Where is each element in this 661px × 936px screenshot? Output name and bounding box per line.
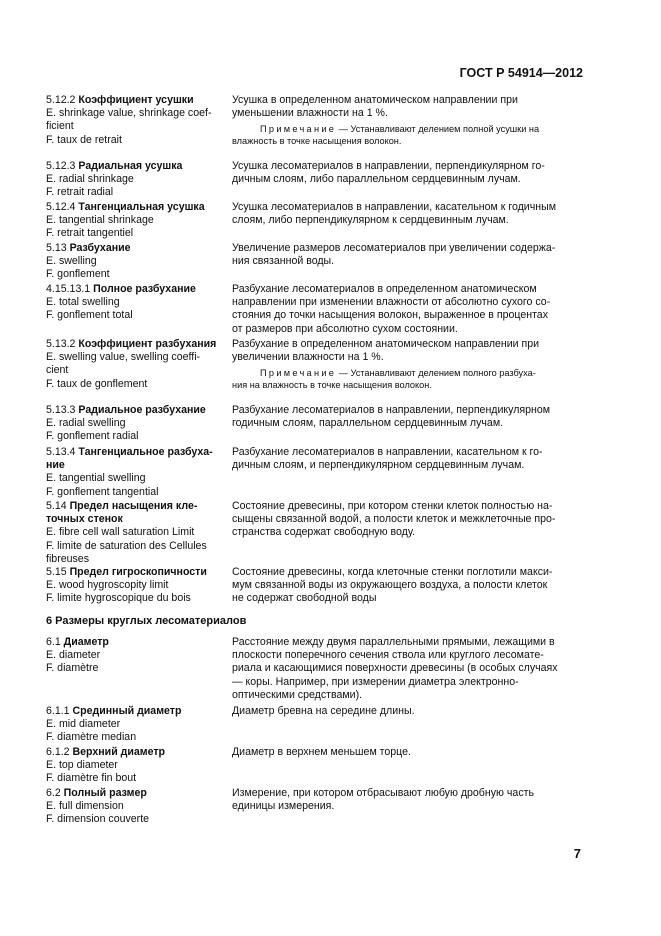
term-heading (46, 500, 226, 513)
term-equivalent: F. gonflement total (46, 309, 133, 322)
term-equivalent: F. retrait tangentiel (46, 227, 134, 240)
definition-line: Разбухание лесоматериалов в определенном анатомическом (232, 283, 537, 295)
term-heading (46, 746, 226, 759)
note-label: Примечание (260, 368, 337, 379)
term-left-column (46, 566, 226, 606)
term-left-column (46, 746, 226, 786)
term-number: 5.13.2 (46, 338, 79, 350)
term-definition (232, 242, 584, 268)
term-left-column (46, 160, 226, 200)
definition-line: дичным слоям, либо параллельном сердцевинным лучам. (232, 173, 521, 186)
term-definition (232, 283, 584, 336)
definition-line: не содержат свободной воды (232, 592, 377, 605)
definition-line: Состояние древесины, при котором стенки клеток полностью на- (232, 500, 553, 512)
term-number: 6.2 (46, 787, 64, 799)
term-equivalent: E. tangential shrinkage (46, 214, 154, 227)
term-number: 6.1.1 (46, 705, 73, 717)
term-equivalent: E. total swelling (46, 296, 120, 309)
term-definition (232, 636, 584, 702)
term-left-column (46, 787, 226, 827)
definition-line: — коры. Например, при измерении диаметра электронно- (232, 675, 519, 688)
term-name: Срединный диаметр (72, 705, 182, 717)
term-left-column (46, 242, 226, 282)
term-equivalent: E. mid diameter (46, 718, 121, 731)
document-header: ГОСТ Р 54914—2012 (459, 66, 583, 80)
term-left-column (46, 446, 226, 499)
term-equivalent: E. radial swelling (46, 417, 126, 430)
term-number: 5.13.3 (46, 404, 79, 416)
term-name: Предел гигроскопичности (69, 566, 207, 578)
term-definition (232, 94, 584, 147)
term-equivalent: E. tangential swelling (46, 472, 146, 485)
term-number: 4.15.13.1 (46, 283, 94, 295)
term-heading (46, 283, 226, 296)
section-title: 6 Размеры круглых лесоматериалов (46, 615, 247, 627)
term-equivalent: F. diamètre median (46, 731, 137, 744)
term-heading (46, 566, 226, 579)
term-heading (46, 446, 226, 459)
definition-line: Диаметр бревна на середине длины. (232, 705, 415, 717)
term-heading (46, 160, 226, 173)
term-left-column (46, 201, 226, 241)
term-name-continued: ние (46, 459, 65, 472)
term-definition (232, 500, 584, 540)
definition-line: Усушка лесоматериалов в направлении, касательном к годичным (232, 201, 556, 213)
term-name: Коэффициент разбухания (78, 338, 217, 350)
term-equivalent: cient (46, 364, 69, 377)
definition-line: риала и касающимися поверхности древесины (в особых случаях (232, 662, 558, 675)
term-equivalent: E. radial shrinkage (46, 173, 134, 186)
term-definition (232, 705, 584, 718)
term-heading (46, 201, 226, 214)
definition-line: Диаметр в верхнем меньшем торце. (232, 746, 411, 758)
term-name: Полный размер (63, 787, 147, 799)
term-number: 5.13.4 (46, 446, 79, 458)
term-name: Радиальная усушка (78, 160, 183, 172)
term-equivalent: E. top diameter (46, 759, 118, 772)
term-equivalent: F. dimension couverte (46, 813, 150, 826)
term-heading (46, 787, 226, 800)
definition-line: сыщены связанной водой, а полости клеток и межклеточные про- (232, 513, 556, 526)
term-note: Примечание — Устанавливают делением полной усушки на влажность в точке насыщения волокон. (232, 124, 540, 146)
term-name: Разбухание (69, 242, 131, 254)
term-definition (232, 404, 584, 430)
definition-line: увеличении влажности на 1 %. (232, 351, 384, 364)
term-heading (46, 705, 226, 718)
term-definition (232, 201, 584, 227)
term-left-column (46, 500, 226, 566)
term-equivalent: E. diameter (46, 649, 101, 662)
page-number: 7 (573, 846, 581, 861)
term-name: Верхний диаметр (72, 746, 166, 758)
term-equivalent: E. full dimension (46, 800, 124, 813)
term-left-column (46, 283, 226, 323)
definition-line: плоскости поперечного сечения ствола или круглого лесомате- (232, 649, 544, 662)
term-name: Тангенциальная усушка (78, 201, 205, 213)
definition-line: оптическими средствами). (232, 688, 363, 701)
term-definition (232, 566, 584, 606)
definition-line: дичным слоям, и перпендикулярном сердцевинным лучам. (232, 459, 525, 472)
term-equivalent: E. swelling (46, 255, 97, 268)
term-equivalent: F. diamètre (46, 662, 99, 675)
term-definition (232, 160, 584, 186)
definition-line: Состояние древесины, когда клеточные стенки поглотили макси- (232, 566, 553, 578)
term-number: 5.14 (46, 500, 70, 512)
term-number: 5.12.4 (46, 201, 79, 213)
definition-line: Разбухание в определенном анатомическом направлении при (232, 338, 540, 350)
term-heading (46, 94, 226, 107)
term-name: Предел насыщения кле- (69, 500, 198, 512)
definition-line: странства содержат свободную воду. (232, 526, 416, 539)
term-equivalent: E. shrinkage value, shrinkage coef- (46, 107, 212, 120)
term-definition (232, 746, 584, 759)
term-name: Диаметр (63, 636, 109, 648)
term-equivalent: F. retrait radial (46, 186, 114, 199)
definition-line: Разбухание лесоматериалов в направлении, касательном к го- (232, 446, 543, 458)
term-equivalent: F. diamètre fin bout (46, 772, 137, 785)
term-equivalent: F. gonflement tangential (46, 485, 159, 498)
definition-line: Увеличение размеров лесоматериалов при увеличении содержа- (232, 242, 556, 254)
term-left-column (46, 636, 226, 676)
definition-line: Разбухание лесоматериалов в направлении, перпендикулярном (232, 404, 551, 416)
definition-line: слоям, либо перпендикулярном к сердцевинным лучам. (232, 214, 509, 227)
term-heading (46, 338, 226, 351)
term-equivalent: fibreuses (46, 552, 89, 565)
term-equivalent: F. limite de saturation des Cellules (46, 539, 207, 552)
term-equivalent: F. gonflement radial (46, 430, 139, 443)
term-equivalent: E. wood hygroscopity limit (46, 579, 169, 592)
definition-line: ния связанной воды. (232, 255, 335, 268)
definition-line: единицы измерения. (232, 800, 335, 813)
definition-line: направлении при изменении влажности от абсолютно сухого со- (232, 296, 551, 309)
definition-line: Усушка в определенном анатомическом направлении при (232, 94, 518, 106)
term-equivalent: F. taux de retrait (46, 133, 122, 146)
term-equivalent: F. gonflement (46, 268, 110, 281)
term-note: Примечание — Устанавливают делением полного разбуха- ния на влажность в точке насыщения волокон. (232, 368, 536, 390)
term-left-column (46, 94, 226, 147)
definition-line: Измерение, при котором отбрасывают любую дробную часть (232, 787, 534, 799)
term-heading (46, 636, 226, 649)
term-number: 6.1 (46, 636, 64, 648)
term-name: Коэффициент усушки (78, 94, 194, 106)
term-name: Радиальное разбухание (78, 404, 206, 416)
term-equivalent: E. fibre cell wall saturation Limit (46, 526, 195, 539)
note-label: Примечание (260, 124, 337, 135)
term-equivalent: F. limite hygroscopique du bois (46, 592, 191, 605)
term-heading (46, 404, 226, 417)
term-equivalent: ficient (46, 120, 74, 133)
definition-line: стояния до точки насыщения волокон, выраженное в процентах (232, 309, 548, 322)
term-number: 6.1.2 (46, 746, 73, 758)
definition-line: годичным слоям, параллельном сердцевинным лучам. (232, 417, 504, 430)
term-definition (232, 446, 584, 472)
term-definition (232, 787, 584, 813)
term-number: 5.13 (46, 242, 70, 254)
definition-line: уменьшении влажности на 1 %. (232, 107, 388, 120)
term-number: 5.12.3 (46, 160, 79, 172)
term-number: 5.12.2 (46, 94, 79, 106)
term-heading (46, 242, 226, 255)
term-left-column (46, 705, 226, 745)
term-left-column (46, 404, 226, 444)
term-name: Тангенциальное разбуха- (78, 446, 213, 458)
definition-line: Усушка лесоматериалов в направлении, перпендикулярном го- (232, 160, 545, 172)
term-equivalent: E. swelling value, swelling coeffi- (46, 351, 201, 364)
term-equivalent: F. taux de gonflement (46, 377, 148, 390)
term-name-continued: точных стенок (46, 513, 123, 526)
definition-line: мум связанной воды из окружающего воздуха, а полости клеток (232, 579, 548, 592)
definition-line: Расстояние между двумя параллельными прямыми, лежащими в (232, 636, 555, 648)
definition-line: от размеров при абсолютно сухом состоянии. (232, 322, 458, 335)
term-left-column (46, 338, 226, 391)
term-number: 5.15 (46, 566, 70, 578)
term-name: Полное разбухание (93, 283, 196, 295)
term-definition (232, 338, 584, 391)
